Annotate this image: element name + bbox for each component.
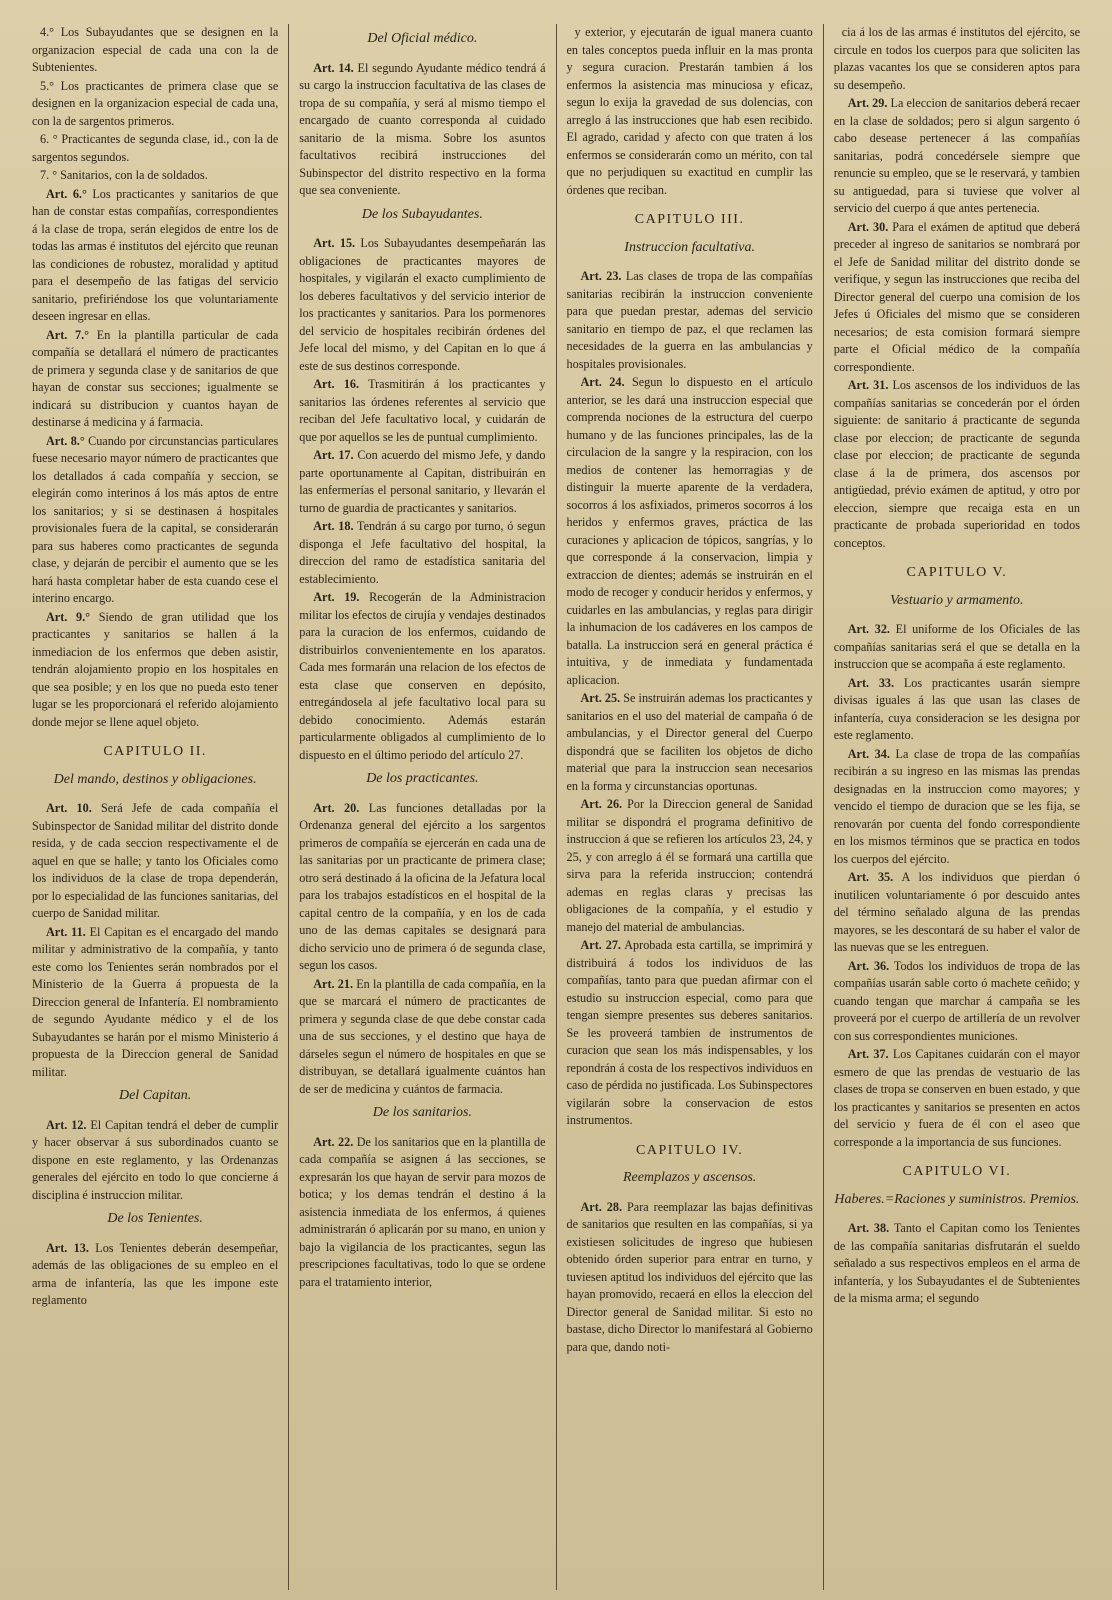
list-item [834, 24, 1080, 94]
article-paragraph [834, 869, 1080, 957]
article-text: En la plantilla de cada compañía, en la que se marcará el número de practicantes de primera y segunda clase de que debe constar cada una de sus secciones, y el destino que haya de dárseles segun el número de hospitales en que se distribuyan, se detallará igualmente cuántos han de ser de medicina y cuántos de farmacia. [299, 976, 546, 1096]
chapter-heading: CAPITULO V. [906, 565, 1008, 580]
article-number: Art. 31. [847, 378, 889, 392]
list-item [32, 167, 278, 185]
article-text: 6. ° Practicantes de segunda clase, id., con la de sargentos segundos. [32, 132, 279, 164]
article-text: Aprobada esta cartilla, se imprimirá y distribuirá á todos los individuos de las compañías, tanto para que puedan afirmar con el estudio su instruccion especial, como para que tengan siempre presentes sus deberes sanitarios. Se les proveerá tambien de instrumentos de curacion que sean los más indispensables, y los repondrán á costa de los respectivos individuos en caso de pérdida no justificada. Los Subinspectores vigilarán sobre la conservacion de estos instrumentos. [566, 938, 813, 1127]
column-1 [22, 24, 289, 1590]
article-number: Art. 9.° [46, 609, 91, 624]
article-paragraph [32, 186, 278, 326]
article-paragraph [834, 746, 1080, 869]
section-heading: De los sanitarios. [372, 1105, 472, 1120]
section-heading: Instruccion facultativa. [624, 239, 755, 255]
article-paragraph [32, 1240, 278, 1310]
article-text: Tanto el Capitan como los Tenientes de las compañía sanitarias disfrutarán el sueldo señalado a sus respectivos empleos en el arma de infantería, y los Subayudantes el de Subtenientes de la misma arma; el segundo [833, 1221, 1080, 1305]
article-number: Art. 12. [46, 1117, 87, 1132]
section-heading: Reemplazos y ascensos. [622, 1170, 757, 1185]
list-item [32, 24, 278, 77]
article-number: Art. 18. [313, 519, 354, 533]
article-paragraph [567, 1199, 813, 1357]
article-text: Los practicantes y sanitarios de que han de constar estas compañías, correspondientes á la clase de tropa, serán elegidos de entre los de todas las armas é institutos del ejército que reunan las condiciones de robustez, moralidad y aptitud para el desempeño de las fatigas del servicio sanitario, prefiriéndose los que voluntariamente deseen ingresar en ellas. [32, 186, 279, 323]
section-heading: Del mando, destinos y obligaciones. [53, 771, 257, 787]
article-text: El Capitan es el encargado del mando militar y administrativo de la compañía, y tanto este como los Tenientes serán nombrados por el Ministerio de la Guerra á propuesta de la Direccion general de Infantería. El nombramiento de segundo Ayudante médico y el de los Subayudantes se harán por el mismo Ministerio á propuesta de la Direccion general de Sanidad militar. [32, 924, 279, 1079]
article-text: Todos los individuos de tropa de las compañías usarán sable corto ó machete ceñido; y cuando tengan que marchar á campaña se les proveerá por el cuerpo de artillería de un revolver con sus correspondientes municiones. [833, 958, 1081, 1043]
column-2 [289, 24, 556, 1590]
article-text: Para el exámen de aptitud que deberá preceder al ingreso de sanitarios se nombrará por el Jefe de Sanidad militar del distrito donde se verifique, y segun las instrucciones que reciba del Director general del cuerpo una comision de los Jefes ú Oficiales del mismo que se consideren necesarios; de esta comision formará siempre parte el Oficial médico de la compañía correspondiente. [833, 219, 1080, 374]
article-number: Art. 17. [313, 448, 354, 462]
article-text: Las clases de tropa de las compañías sanitarias recibirán la instruccion conveniente para que puedan prestar, ademas del servicio sanitario en tiempo de paz, el que reclamen las necesidades de la guerra en las ambulancias y hospitales provisionales. [566, 269, 813, 371]
section-heading: Haberes.=Raciones y suministros. Premios. [834, 1191, 1080, 1207]
article-number: Art. 21. [313, 976, 354, 991]
article-text: De los sanitarios que en la plantilla de cada compañía se asignen á las secciones, se expresarán los que hayan de servir para mozos de botica; y los demas tendrán el destino á la asistencia inmediata de los enfermos, á quienes administrarán ó aplicarán por su mano, en union y bajo la vigilancia de los practicantes, segun las prescripciones facultativas, todo lo que se ordene para el tratamiento interior, [299, 1134, 546, 1289]
article-paragraph [834, 219, 1080, 377]
article-text: La clase de tropa de las compañías recibirán a su ingreso en las mismas las prendas designadas en la instruccion como mayores; y vencido el tiempo de duracion que se les fija, se renovarán por cuenta del fondo correspondiente en los mismos términos que se practica en todos los cuerpos del ejército. [833, 746, 1081, 866]
article-text: El Capitan tendrá el deber de cumplir y hacer observar á sus subordinados cuanto se dispone en este reglamento, y las Ordenanzas generales del ejército en todo lo que concierne á disciplina é instruccion militar. [32, 1117, 279, 1202]
article-number: Art. 25. [580, 691, 621, 705]
column-3 [557, 24, 824, 1590]
column-4 [824, 24, 1090, 1590]
article-paragraph [834, 1046, 1080, 1151]
article-paragraph [299, 447, 545, 517]
list-item [567, 24, 813, 199]
article-number: Art. 30. [847, 219, 889, 234]
article-paragraph [567, 796, 813, 936]
article-number: Art. 28. [580, 1199, 623, 1214]
chapter-heading: CAPITULO VI. [902, 1164, 1012, 1179]
section-heading: De los Subayudantes. [361, 206, 483, 222]
article-text: cia á los de las armas é institutos del ejército, se circule en todos los cuerpos para que soliciten las plazas vacantes los que se consideren aptos para su desempeño. [833, 25, 1080, 92]
article-text: La eleccion de sanitarios deberá recaer en la clase de soldados; pero si algun sargento ó cabo desease pertenecer á las compañías sanitarias, podrá concedérsele siempre que renuncie su empleo, que se le reservará, y tambien su antiguedad, para si tuviese que volver al servicio del cuerpo á que antes pertenecia. [833, 96, 1080, 215]
article-number: Art. 26. [580, 797, 623, 811]
article-number: Art. 13. [46, 1240, 89, 1255]
article-paragraph [834, 95, 1080, 218]
article-number: Art. 14. [313, 60, 354, 75]
article-number: Art. 7.° [46, 327, 90, 342]
article-paragraph [299, 60, 545, 200]
article-text: En la plantilla particular de cada compañía se detallará el número de practicantes de primera y segunda clase y de sanitarios de que hayan de constar sus secciones; igualmente se indicará su distribucion y cuantos hayan de destinarse á medicina y á farmacia. [32, 327, 279, 429]
article-text: Los Capitanes cuidarán con el mayor esmero de que las prendas de vestuario de las clases de tropa se conserven en buen estado, y que los practicantes y sanitarios se presenten en actos del servicio y fuera de él con el aseo que corresponde a la importancia de sus funciones. [833, 1047, 1080, 1149]
article-text: 5.° Los practicantes de primera clase que se designen en la organizacion especial de cada una, con la de sargentos primeros. [32, 78, 279, 128]
article-number: Art. 6.° [46, 186, 87, 201]
article-number: Art. 24. [580, 375, 625, 389]
article-text: Siendo de gran utilidad que los practicantes y sanitarios se hallen á la inmediacion de los enfermos que deben asistir, tendrán alojamiento propio en los hospitales en que sea posible; y en los que no pueda esto tener lugar se les proporcionará el referido alojamiento donde mejor se llene aquel objeto. [32, 609, 279, 729]
article-number: Art. 27. [580, 938, 621, 952]
article-paragraph [567, 268, 813, 373]
article-number: Art. 22. [313, 1134, 354, 1149]
article-text: 4.° Los Subayudantes que se designen en la organizacion especial de cada una con la de Subtenientes. [32, 25, 279, 74]
article-number: Art. 11. [46, 924, 86, 939]
list-item [32, 131, 278, 166]
article-paragraph [834, 621, 1080, 674]
article-text: Los Tenientes deberán desempeñar, además de las obligaciones de su empleo en el arma de infantería, las que les impone este reglamento [32, 1240, 279, 1307]
article-text: Trasmitirán á los practicantes y sanitarios las órdenes referentes al servicio que reciban del Jefe facultativo local, y cuidarán de que por aquellos se les de puntual cumplimiento. [299, 377, 546, 444]
article-text: y exterior, y ejecutarán de igual manera cuanto en tales conceptos pueda influir en la mas pronta y segura curacion. Prestarán tambien á los enfermos la asistencia mas minuciosa y eficaz, segun lo exija la gravedad de sus dolencias, con arreglo á las instrucciones que hab esen recibido. El agrado, caridad y afecto con que traten á los enfermos se considerarán como un mérito, con tal que no perjudiquen su exactitud en cumplir las órdenes que reciban. [566, 25, 813, 197]
article-text: Las funciones detalladas por la Ordenanza general del ejército a los sargentos primeros de compañía se ejercerán en cada una de las sanitarias por un practicante de primera clase; otro será destinado á la oficina de la Jefatura local para los trabajos estadísticos en el hospital de la capital centro de la compañía, y en los de cada uno de las demas capitales se designará para dicho servicio uno de primera ó de segunda clase, segun los casos. [299, 800, 546, 972]
article-paragraph [567, 937, 813, 1130]
article-number: Art. 20. [313, 800, 360, 815]
article-paragraph [299, 376, 545, 446]
article-paragraph [299, 518, 545, 588]
article-text: Será Jefe de cada compañía el Subinspector de Sanidad militar del distrito donde resida, y de cada seccion respectivamente el de aquel en que se halle; y tanto los Oficiales como los individuos de la clase de tropa dependerán, por lo especialidad de las funciones sanitarias, del cuerpo de Sanidad militar. [32, 801, 279, 920]
section-heading: De los Tenientes. [107, 1211, 203, 1226]
article-text: A los individuos que pierdan ó inutilicen voluntariamente ó por descuido antes del término señalado alguna de las prendas mayores, se les descontará de su haber el valor de las nuevas que se les entreguen. [833, 870, 1080, 954]
article-number: Art. 23. [580, 269, 622, 283]
article-paragraph [834, 377, 1080, 552]
article-text: Se instruirán ademas los practicantes y sanitarios en el uso del material de campaña ó de ambulancias, y el Director general del Cuerpo dispondrá que se faciliten los objetos de dicho material que para la instruccion sean necesarios en la forma y circunstancias oportunas. [566, 691, 813, 793]
article-text: Tendrán á su cargo por turno, ó segun disponga el Jefe facultativo del hospital, la direccion del ramo de estadística sanitaria del establecimiento. [299, 519, 546, 586]
text-columns [22, 24, 1090, 1590]
article-text: El uniforme de los Oficiales de las compañías sanitarias será el que se detalla en la instruccion que se acompaña á este reglamento. [833, 622, 1080, 671]
article-number: Art. 16. [313, 377, 360, 391]
article-paragraph [299, 235, 545, 375]
article-text: Segun lo dispuesto en el artículo anterior, se les dará una instruccion especial que comprenda nociones de la estructura del cuerpo humano y de las funciones principales, las de la circulacion de la sangre y la respiracion, con los medios de contener las hemorragias y de distinguir la muerte aparente de la verdadera, socorros á los asfixiados, primeros socorros á los heridos y enfermos graves, práctica de las curaciones y aplicacion de tópicos, sangrías, y lo que corresponde á la conservacion, limpia y extraccion de dientes; además se instruirán en el modo de recoger y conducir heridos y enfermos, y cuidarles en las ambulancias, y reglas para dirigir la inhumacion de los cadáveres en los campos de batalla. La instruccion será en general práctica é intuitiva, y de inmediata y fundamentada aplicacion. [566, 375, 813, 687]
article-paragraph [834, 1220, 1080, 1308]
section-heading: Del Capitan. [118, 1088, 192, 1103]
article-number: Art. 37. [847, 1047, 889, 1061]
article-text: Por la Direccion general de Sanidad militar se dispondrá el programa definitivo de instruccion á que se refieren los artículos 23, 24, y 25, y con arreglo á él se formará una cartilla que sirva para la referida instruccion; contendrá ademas en reglas claras y precisas las obligaciones de la compañía, y el estudio y manejo del material de ambulancias. [566, 797, 813, 934]
article-text: Cuando por circunstancias particulares fuese necesario mayor número de practicantes que los detallados á cada compañía y seccion, se elegirán como interinos á los más aptos de entre los sanitarios; y si se destinasen á hospitales provisionales fuera de la capital, se considerarán para sus haberes como practicantes de segunda clase, y dejarán de percibir el aumento que se les hará hasta completar haber de esta cuando cese el interino encargo. [32, 433, 279, 605]
article-text: Recogerán de la Administracion militar los efectos de cirujía y vendajes destinados para la curacion de los enfermos, cuidando de distribuirlos convenientemente en los aparatos. Cada mes formarán una relacion de los efectos de esta clase que conserven en depósito, entregándosela al jefe facultativo local para su debido conocimiento. Además estarán particularmente obligados al cumplimiento de lo dispuesto en el último periodo del artículo 27. [299, 590, 546, 762]
article-paragraph [299, 976, 545, 1099]
chapter-heading: CAPITULO III. [634, 212, 745, 227]
article-paragraph [32, 433, 278, 608]
section-heading: Vestuario y armamento. [890, 592, 1024, 608]
article-number: Art. 35. [847, 870, 894, 884]
article-paragraph [299, 589, 545, 764]
chapter-heading: CAPITULO II. [103, 744, 207, 759]
article-number: Art. 29. [847, 96, 888, 110]
article-number: Art. 38. [847, 1221, 890, 1235]
article-paragraph [299, 1134, 545, 1292]
article-text: Para reemplazar las bajas definitivas de sanitarios que resulten en las compañías, si ya existiesen solicitudes de ingreso que hubiesen obtenido órden superior para entrar en turno, y tuviesen aptitud los individuos del ejército que las hayan promovido, recaerá en ellos la eleccion del Director general de Sanidad militar. Si esto no bastase, dicho Director lo manifestará al Gobierno para que, dando noti- [566, 1199, 813, 1354]
article-text: Los practicantes usarán siempre divisas iguales á las que usan las clases de infantería, cuya consideracion se les designa por este reglamento. [833, 675, 1080, 742]
article-text: Los ascensos de los individuos de las compañías sanitarias se concederán por el órden siguiente: de sanitario á practicante de segunda clase por eleccion; de practicante de segunda clase por eleccion; de practicante de segunda clase á la de primera, dos ascensos por antigüedad, prévio exámen de aptitud, y otro por eleccion, siempre que recaiga esta en un practicante de probada superioridad en todos conceptos. [833, 378, 1080, 550]
article-number: Art. 8.° [46, 433, 85, 448]
article-number: Art. 15. [313, 236, 356, 250]
article-text: Los Subayudantes desempeñarán las obligaciones de practicantes mayores de hospitales, y vigilarán el exacto cumplimiento de los deberes facultativos y del servicio interior de los practicantes y sanitarios. Para los pormenores del servicio de hospitales recibirán órdenes del Jefe local del mismo, y del Capitan en lo que á este de sus destinos corresponde. [299, 236, 546, 373]
article-paragraph [32, 1117, 278, 1205]
article-paragraph [32, 609, 278, 732]
article-paragraph [32, 327, 278, 432]
article-number: Art. 33. [847, 675, 895, 690]
article-number: Art. 32. [847, 622, 890, 636]
section-heading: De los practicantes. [366, 771, 479, 786]
article-paragraph [32, 924, 278, 1082]
section-heading: Del Oficial médico. [367, 31, 478, 46]
article-paragraph [834, 675, 1080, 745]
article-text: Con acuerdo del mismo Jefe, y dando parte oportunamente al Capitan, distribuirán en las enfermerías el personal sanitario, y llevarán el turno de guardia de practicantes y sanitarios. [299, 448, 546, 515]
chapter-heading: CAPITULO IV. [636, 1142, 744, 1158]
article-paragraph [834, 958, 1080, 1046]
article-number: Art. 19. [313, 590, 360, 604]
article-number: Art. 34. [847, 746, 890, 761]
article-number: Art. 10. [46, 801, 92, 815]
article-paragraph [567, 374, 813, 689]
article-text: El segundo Ayudante médico tendrá á su cargo la instruccion facultativa de las clases de tropa de su compañía, y será al mismo tiempo el encargado de cuanto corresponda al cuidado sanitario de la misma. Sobre los asuntos facultativos recibirá instrucciones del Subinspector del distrito respectivo en la forma que sea conveniente. [299, 60, 546, 197]
article-paragraph [299, 800, 545, 975]
article-text: 7. ° Sanitarios, con la de soldados. [40, 168, 208, 182]
article-paragraph [567, 690, 813, 795]
list-item [32, 78, 278, 131]
article-paragraph [32, 800, 278, 923]
article-number: Art. 36. [847, 958, 890, 973]
